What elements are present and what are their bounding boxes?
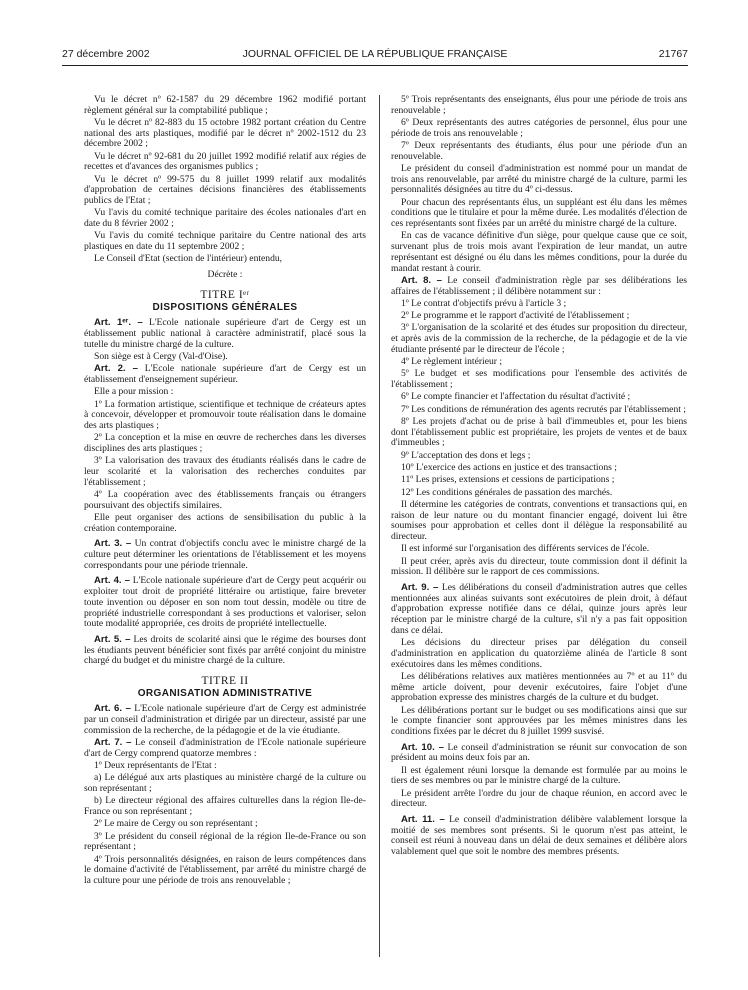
article-text: Les droits de scolarité ainsi que le régime des bourses dont les étudiants peuvent bénéficier sont fixés par arrêté conjoint du ministre chargé du budget et du ministre chargé de la culture.: [84, 633, 366, 667]
paragraph: Elle peut organiser des actions de sensibilisation du public à la création contemporaine.: [84, 511, 366, 534]
article-paragraph: [391, 743, 687, 764]
section-heading: ORGANISATION ADMINISTRATIVE: [137, 687, 313, 699]
paragraph: 6º Deux représentants des autres catégories de personnel, élus pour une période de trois ans renouvelable ;: [391, 117, 687, 139]
paragraph: 7º Les conditions de rémunération des agents recrutés par l'établissement ;: [401, 403, 686, 415]
left-column: [84, 95, 366, 888]
page-header: [62, 48, 688, 62]
paragraph: Il peut créer, après avis du directeur, toute commission dont il définit la mission. Il délibère sur le rapport de ces commissions.: [391, 555, 687, 578]
article-paragraph: [84, 576, 366, 630]
paragraph: Il est informé sur l'organisation des différents services de l'école.: [401, 543, 650, 555]
article-label: Art. 8. –: [401, 274, 442, 286]
visa-paragraph: Vu l'avis du comité technique paritaire des écoles nationales d'art en date du 8 février 2002 ;: [84, 207, 366, 230]
paragraph: Le président arrête l'ordre du jour de chaque réunion, en accord avec le directeur.: [391, 787, 687, 810]
column-divider: [379, 95, 380, 957]
paragraph: 5º Trois représentants des enseignants, élus pour une période de trois ans renouvelable ;: [391, 94, 687, 116]
paragraph: Les décisions du directeur prises par délégation du conseil d'administration en application du quatorzième alinéa de l'article 8 sont exécutoires dans les mêmes conditions.: [391, 637, 687, 670]
paragraph: 4º Le règlement intérieur ;: [401, 356, 503, 368]
paragraph: 3º Le président du conseil régional de la région Ile-de-France ou son représentant ;: [84, 830, 366, 853]
paragraph: Pour chacun des représentants élus, un suppléant est élu dans les mêmes conditions que le titulaire et pour la même durée. Les modalités d'élection de ces représentants sont fixées par un arrêté du ministre chargé de la culture.: [391, 196, 687, 230]
page-number: 21767: [658, 48, 688, 60]
article-label: Art. 5. –: [94, 633, 131, 645]
article-paragraph: [84, 364, 366, 385]
paragraph: 2º La conception et la mise en œuvre de recherches dans les diverses disciplines des arts plastiques ;: [84, 432, 366, 454]
article-text: L'Ecole nationale supérieure d'art de Cergy est un établissement public national à caractère administratif, placé sous la tutelle du ministre chargé de la culture.: [84, 317, 366, 350]
paragraph: 2º Le programme et le rapport d'activité de l'établissement ;: [401, 310, 630, 322]
paragraph: 9º L'acceptation des dons et legs ;: [401, 449, 531, 461]
paragraph: 4º Trois personnalités désignées, en raison de leurs compétences dans le domaine d'activité de l'établissement, par arrêté du ministre chargé de la culture pour une période de trois ans renouvelable ;: [84, 853, 366, 887]
visa-paragraph: Vu le décret nº 92-681 du 20 juillet 1992 modifié relatif aux régies de recettes et d'avances des organismes publics ;: [84, 150, 366, 173]
paragraph: 1º La formation artistique, scientifique et technique de créateurs aptes à concevoir, développer et promouvoir toute réalisation dans le domaine des arts plastiques ;: [84, 398, 366, 431]
article-text: L'Ecole nationale supérieure d'art de Cergy est un établissement d'enseignement supérieur.: [84, 363, 366, 385]
article-label: Art. 9. –: [401, 582, 439, 593]
paragraph: b) Le directeur régional des affaires culturelles dans la région Ile-de-France ou son représentant ;: [84, 795, 366, 818]
article-paragraph: [84, 635, 366, 667]
paragraph: 6º Le compte financier et l'affectation du résultat d'activité ;: [401, 391, 631, 403]
article-paragraph: [84, 738, 366, 759]
article-paragraph: [84, 318, 366, 350]
article-text: Le conseil d'administration règle par ses délibérations les affaires de l'établissement ; il délibère notamment sur :: [391, 274, 687, 297]
visa-paragraph: Vu le décret nº 62-1587 du 29 décembre 1962 modifié portant règlement général sur la comptabilité publique ;: [84, 94, 366, 116]
paragraph: 1º Le contrat d'objectifs prévu à l'article 3 ;: [401, 297, 567, 309]
paragraph: En cas de vacance définitive d'un siège, pour quelque cause que ce soit, survenant plus de trois mois avant l'expiration de leur mandat, un autre représentant est désigné ou élu dans les mêmes conditions, pour la durée du mandat restant à courir.: [391, 230, 687, 274]
article-text: Le conseil d'administration de l'Ecole nationale supérieure d'art de Cergy comprend quatorze membres :: [84, 737, 366, 759]
article-label: Art. 2. –: [94, 363, 138, 375]
paragraph: Son siège est à Cergy (Val-d'Oise).: [94, 350, 228, 362]
header-date: 27 décembre 2002: [62, 48, 150, 60]
article-paragraph: [391, 815, 687, 858]
paragraph: Il détermine les catégories de contrats, conventions et transactions qui, en raison de leur nature ou du montant financier engagé, doivent lui être soumises pour approbation et celles dont il délègue la responsabilité au directeur.: [391, 498, 687, 542]
visa-paragraph: Le Conseil d'Etat (section de l'intérieur) entendu,: [94, 253, 283, 265]
article-text: L'Ecole nationale supérieure d'art de Cergy est administrée par un conseil d'administration et dirigée par un directeur, assisté par une commission de la recherche, de la pédagogie et de la vie étudiante.: [84, 703, 366, 736]
decrete-heading: Décrète :: [207, 269, 243, 281]
paragraph: 4º La coopération avec des établissements français ou étrangers poursuivant des objectifs similaires.: [84, 488, 366, 511]
paragraph: 1º Deux représentants de l'Etat :: [94, 760, 217, 772]
article-text: Le conseil d'administration délibère valablement lorsque la moitié de ses membres sont présents. Si le quorum n'est pas atteint, le conseil est réuni à nouveau dans un délai de deux semaines et délibère alors valablement quel que soit le nombre des membres présents.: [391, 814, 687, 858]
article-label: Art. 3. –: [94, 538, 132, 550]
article-label: Art. 6. –: [94, 703, 131, 715]
article-paragraph: [391, 276, 687, 297]
article-text: Le conseil d'administration se réunit sur convocation de son président au moins deux fois par an.: [391, 741, 687, 764]
paragraph: 8º Les projets d'achat ou de prise à bail d'immeubles et, pour les biens dont l'établissement public est propriétaire, les projets de ventes et de baux d'immeubles ;: [391, 416, 687, 449]
paragraph: 12º Les conditions générales de passation des marchés.: [401, 486, 613, 498]
paragraph: 11º Les prises, extensions et cessions de participations ;: [401, 474, 615, 486]
article-text: Un contrat d'objectifs conclu avec le ministre chargé de la culture peut déterminer les orientations de l'établissement et les moyens correspondants pour une période triennale.: [84, 538, 366, 571]
journal-title: JOURNAL OFFICIEL DE LA RÉPUBLIQUE FRANÇAISE: [242, 48, 508, 60]
section-heading: DISPOSITIONS GÉNÉRALES: [152, 301, 298, 313]
article-paragraph: [84, 539, 366, 571]
paragraph: Les délibérations relatives aux matières mentionnées au 7º et au 11º du même article doivent, pour devenir exécutoires, faire l'objet d'une approbation expresse des ministres chargés de la culture et du budget.: [391, 670, 687, 704]
visa-paragraph: Vu le décret nº 99-575 du 8 juillet 1999 relatif aux modalités d'approbation de certaines décisions financières des établissements publics de l'Etat ;: [84, 173, 366, 207]
article-label: Art. 10. –: [401, 741, 444, 753]
visas-list: [84, 95, 366, 265]
paragraph: 5º Le budget et ses modifications pour l'ensemble des activités de l'établissement ;: [391, 368, 687, 391]
paragraph: Le président du conseil d'administration est nommé pour un mandat de trois ans renouvelable, par arrêté du ministre chargé de la culture, parmi les personnalités désignées au titre du 4º ci-dessus.: [391, 163, 687, 196]
paragraph: 3º L'organisation de la scolarité et des études sur proposition du directeur, et après avis de la commission de la recherche, de la pédagogie et de la vie étudiante présenté par le directeur de l'école ;: [391, 322, 687, 355]
article-text: Les délibérations du conseil d'administration autres que celles mentionnées aux alinéas suivants sont exécutoires de plein droit, à défaut d'approbation expresse notifiée dans ce délai, quinze jours après leur réception par le ministre chargé de la culture, s'il n'y a pas fait opposition dans ce délai.: [391, 582, 687, 636]
article-label: Art. 11. –: [401, 814, 445, 826]
visa-paragraph: Vu le décret nº 82-883 du 15 octobre 1982 portant création du Centre national des arts plastiques, modifié par le décret nº 2002-1512 du 23 décembre 2002 ;: [84, 117, 366, 150]
paragraph: a) Le délégué aux arts plastiques au ministère chargé de la culture ou son représentant ;: [84, 772, 366, 795]
article-paragraph: [84, 704, 366, 736]
article-text: L'Ecole nationale supérieure d'art de Cergy peut acquérir ou exploiter tout droit de propriété littéraire ou artistique, faire breveter toute invention ou déposer en son nom tout dessin, modèle ou titre de propriété industrielle correspondant à ses productions et valoriser, selon toute modalité appropriée, ces droits de propriété intellectuelle.: [84, 575, 366, 630]
paragraph: 7º Deux représentants des étudiants, élus pour une période d'un an renouvelable.: [391, 140, 687, 162]
article-label: Art. 1ᵉʳ. –: [94, 317, 143, 329]
paragraph: 10º L'exercice des actions en justice et des transactions ;: [401, 462, 617, 473]
right-column: [391, 95, 687, 859]
paragraph: 2º Le maire de Cergy ou son représentant ;: [94, 818, 258, 830]
paragraph: Il est également réuni lorsque la demande est formulée par au moins le tiers de ses membres ou par le ministre chargé de la culture.: [391, 764, 687, 787]
header-rule: [62, 65, 688, 66]
article-paragraph: [391, 583, 687, 637]
visa-paragraph: Vu l'avis du comité technique paritaire du Centre national des arts plastiques en date du 11 septembre 2002 ;: [84, 230, 366, 253]
paragraph: Les délibérations portant sur le budget ou ses modifications ainsi que sur le compte financier sont approuvées par les mêmes ministres dans les conditions fixées par le décret du 8 juillet 1999 susvisé.: [391, 704, 687, 737]
paragraph: Elle a pour mission :: [94, 386, 174, 398]
article-label: Art. 4. –: [94, 575, 130, 587]
titre-heading: TITRE Iᵉʳ: [200, 288, 250, 301]
paragraph: 3º La valorisation des travaux des étudiants réalisés dans le cadre de leur scolarité et la valorisation des recherches conduites par l'établissement ;: [84, 455, 366, 488]
article-label: Art. 7. –: [94, 737, 132, 749]
titre-heading: TITRE II: [201, 675, 249, 688]
